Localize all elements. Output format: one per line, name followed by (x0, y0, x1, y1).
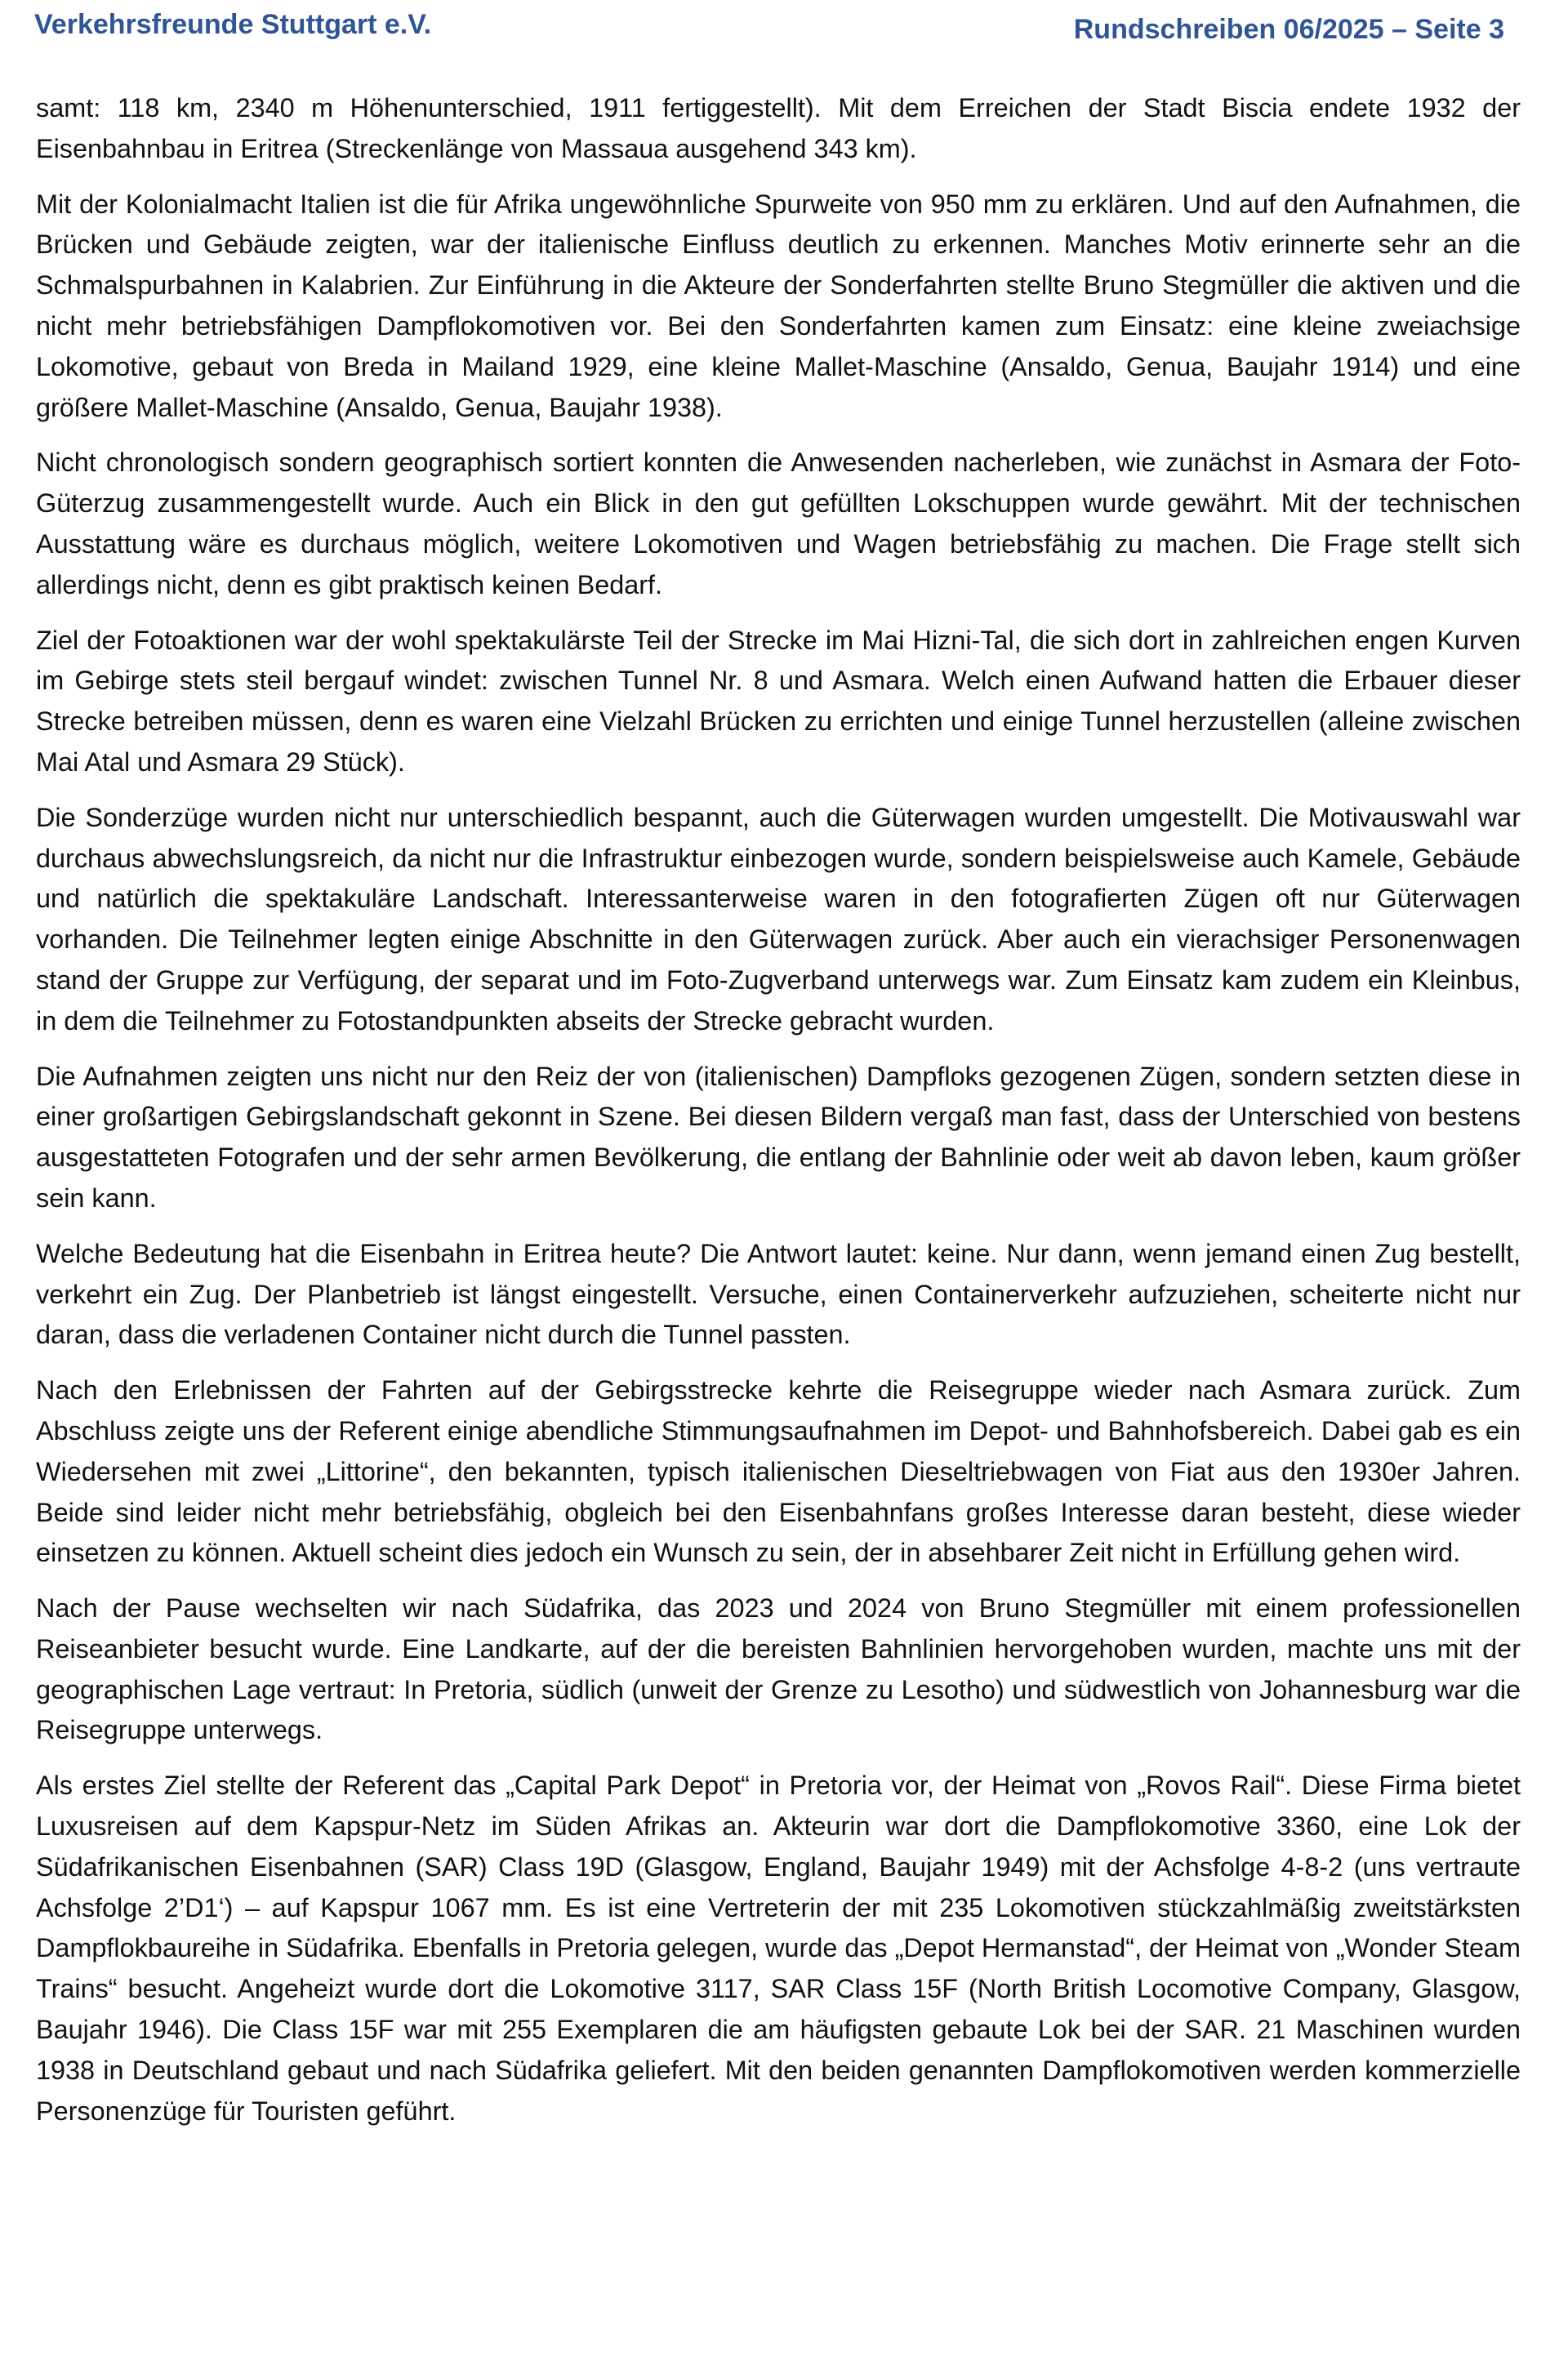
paragraph: Die Aufnahmen zeigten uns nicht nur den Reiz der von (italienischen) Dampfloks gezogenen Zügen, sondern setzten diese in einer großartigen Gebirgslandschaft gekonnt in Szene. Bei diesen Bildern vergaß man fast, dass der Unterschied von bestens ausgestatteten Fotografen und der sehr armen Bevölkerung, die entlang der Bahnlinie oder weit ab davon leben, kaum größer sein kann. (36, 1061, 1521, 1213)
header-issue-page: Rundschreiben 06/2025 – Seite 3 (1073, 13, 1504, 45)
paragraph: Als erstes Ziel stellte der Referent das „Capital Park Depot“ in Pretoria vor, der Heimat von „Rovos Rail“. Diese Firma bietet Luxusreisen auf dem Kapspur-Netz im Süden Afrikas an. Akteurin war dort die Dampflokomotive 3360, eine Lok der Südafrikanischen Eisenbahnen (SAR) Class 19D (Glasgow, England, Baujahr 1949) mit der Achsfolge 4-8-2 (uns vertraute Achsfolge 2’D1‘) – auf Kapspur 1067 mm. Es ist eine Vertreterin der mit 235 Lokomotiven stückzahlmäßig zweitstärksten Dampflokbaureihe in Südafrika. Ebenfalls in Pretoria gelegen, wurde das „Depot Hermanstad“, der Heimat von „Wonder Steam Trains“ besucht. Angeheizt wurde dort die Lokomotive 3117, SAR Class 15F (North British Locomotive Company, Glasgow, Baujahr 1946). Die Class 15F war mit 255 Exemplaren die am häufigsten gebaute Lok bei der SAR. 21 Maschinen wurden 1938 in Deutschland gebaut und nach Südafrika geliefert. Mit den beiden genannten Dampflokomotiven werden kommerzielle Personenzüge für Touristen geführt. (36, 1771, 1521, 2126)
paragraph: Ziel der Fotoaktionen war der wohl spektakulärste Teil der Strecke im Mai Hizni-Tal, die sich dort in zahlreichen engen Kurven im Gebirge stets steil bergauf windet: zwischen Tunnel Nr. 8 und Asmara. Welch einen Aufwand hatten die Erbauer dieser Strecke betreiben müssen, denn es waren eine Vielzahl Brücken zu errichten und einige Tunnel herzustellen (alleine zwischen Mai Atal und Asmara 29 Stück). (36, 625, 1521, 777)
article-body (36, 88, 1521, 2146)
paragraph: Die Sonderzüge wurden nicht nur unterschiedlich bespannt, auch die Güterwagen wurden umgestellt. Die Motivauswahl war durchaus abwechslungsreich, da nicht nur die Infrastruktur einbezogen wurde, sondern beispielsweise auch Kamele, Gebäude und natürlich die spektakuläre Landschaft. Interessanterweise waren in den fotografierten Zügen oft nur Güterwagen vorhanden. Die Teilnehmer legten einige Abschnitte in den Güterwagen zurück. Aber auch ein vierachsiger Personenwagen stand der Gruppe zur Verfügung, der separat und im Foto-Zugverband unterwegs war. Zum Einsatz kam zudem ein Kleinbus, in dem die Teilnehmer zu Fotostandpunkten abseits der Strecke gebracht wurden. (36, 802, 1521, 1036)
header-organization: Verkehrsfreunde Stuttgart e.V. (34, 8, 432, 40)
paragraph: samt: 118 km, 2340 m Höhenunterschied, 1911 fertiggestellt). Mit dem Erreichen der Stadt Biscia endete 1932 der Eisenbahnbau in Eritrea (Streckenlänge von Massaua ausgehend 343 km). (36, 93, 1521, 163)
page-header (34, 8, 1504, 45)
paragraph: Mit der Kolonialmacht Italien ist die für Afrika ungewöhnliche Spurweite von 950 mm zu erklären. Und auf den Aufnahmen, die Brücken und Gebäude zeigten, war der italienische Einfluss deutlich zu erkennen. Manches Motiv erinnerte sehr an die Schmalspurbahnen in Kalabrien. Zur Einführung in die Akteure der Sonderfahrten stellte Bruno Stegmüller die aktiven und die nicht mehr betriebsfähigen Dampflokomotiven vor. Bei den Sonderfahrten kamen zum Einsatz: eine kleine zweiachsige Lokomotive, gebaut von Breda in Mailand 1929, eine kleine Mallet-Maschine (Ansaldo, Genua, Baujahr 1914) und eine größere Mallet-Maschine (Ansaldo, Genua, Baujahr 1938). (36, 189, 1521, 422)
paragraph: Nach den Erlebnissen der Fahrten auf der Gebirgsstrecke kehrte die Reisegruppe wieder nach Asmara zurück. Zum Abschluss zeigte uns der Referent einige abendliche Stimmungsaufnahmen im Depot- und Bahnhofsbereich. Dabei gab es ein Wiedersehen mit zwei „Littorine“, den bekannten, typisch italienischen Dieseltriebwagen von Fiat aus den 1930er Jahren. Beide sind leider nicht mehr betriebsfähig, obgleich bei den Eisenbahnfans großes Interesse daran besteht, diese wieder einsetzen zu können. Aktuell scheint dies jedoch ein Wunsch zu sein, der in absehbarer Zeit nicht in Erfüllung gehen wird. (36, 1375, 1521, 1568)
paragraph: Welche Bedeutung hat die Eisenbahn in Eritrea heute? Die Antwort lautet: keine. Nur dann, wenn jemand einen Zug bestellt, verkehrt ein Zug. Der Planbetrieb ist längst eingestellt. Versuche, einen Containerverkehr aufzuziehen, scheiterte nicht nur daran, dass die verladenen Container nicht durch die Tunnel passten. (36, 1238, 1521, 1350)
paragraph: Nicht chronologisch sondern geographisch sortiert konnten die Anwesenden nacherleben, wie zunächst in Asmara der Foto-Güterzug zusammengestellt wurde. Auch ein Blick in den gut gefüllten Lokschuppen wurde gewährt. Mit der technischen Ausstattung wäre es durchaus möglich, weitere Lokomotiven und Wagen betriebsfähig zu machen. Die Frage stellt sich allerdings nicht, denn es gibt praktisch keinen Bedarf. (36, 448, 1521, 599)
paragraph: Nach der Pause wechselten wir nach Südafrika, das 2023 und 2024 von Bruno Stegmüller mit einem professionellen Reiseanbieter besucht wurde. Eine Landkarte, auf der die bereisten Bahnlinien hervorgehoben wurden, machte uns mit der geographischen Lage vertraut: In Pretoria, südlich (unweit der Grenze zu Lesotho) und südwestlich von Johannesburg war die Reisegruppe unterwegs. (36, 1593, 1521, 1745)
